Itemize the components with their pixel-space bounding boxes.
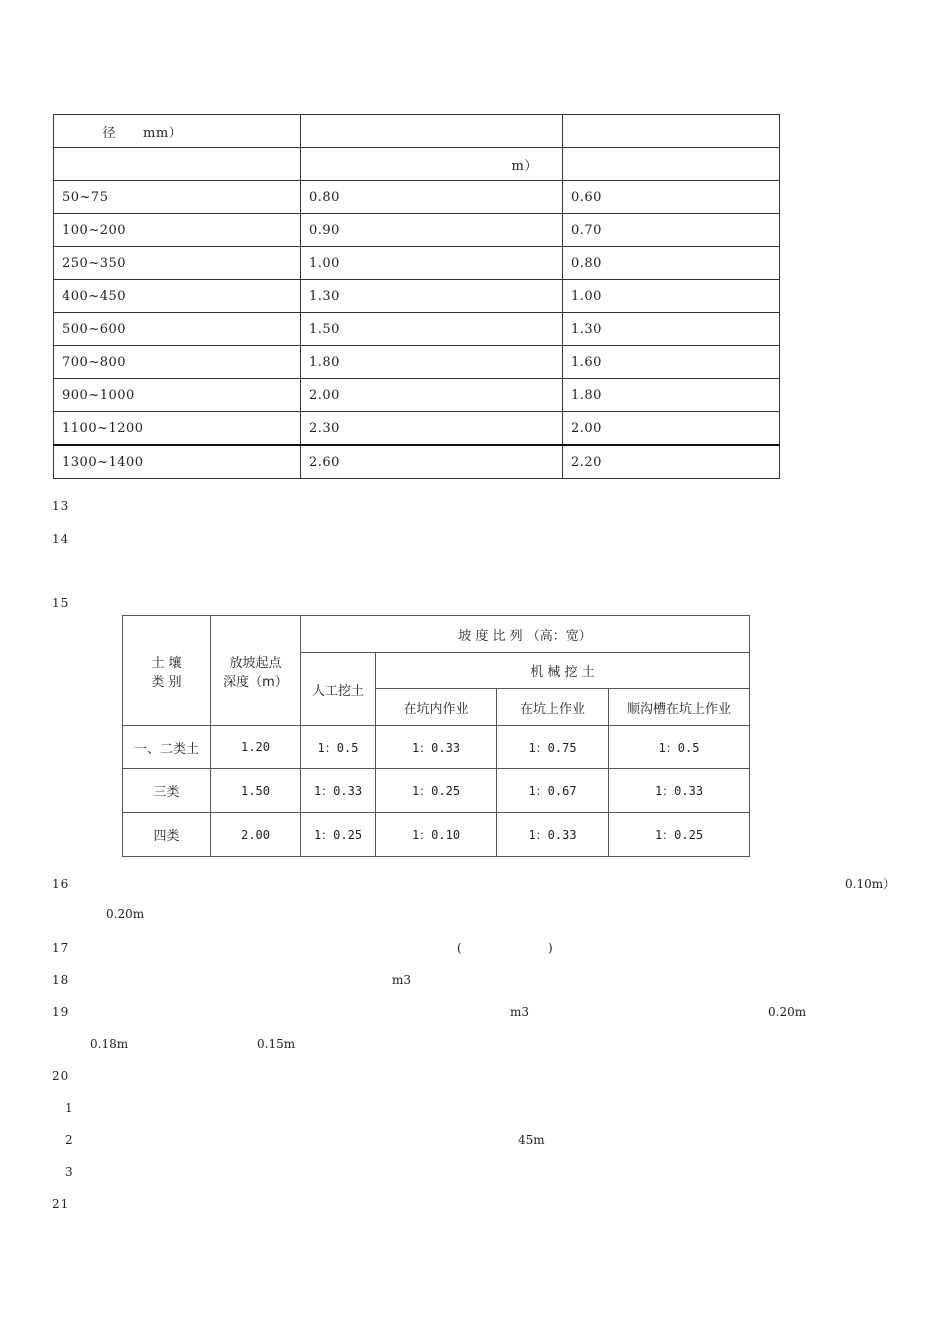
- table-cell: 900~1000: [54, 379, 301, 412]
- table-cell: 1.30: [301, 280, 563, 313]
- table-cell: 1：0.33: [609, 769, 750, 813]
- header-cell: m）: [301, 148, 563, 181]
- item-20-1: 1: [52, 1101, 620, 1115]
- item-19-value: 0.20m: [768, 1005, 867, 1019]
- item-16: 16: [52, 877, 668, 891]
- header-manual: 人工挖土: [301, 653, 376, 726]
- table-cell: 1.00: [301, 247, 563, 280]
- item-20: 20: [52, 1069, 317, 1083]
- table-cell: 2.30: [301, 412, 563, 446]
- table-cell: 三类: [123, 769, 211, 813]
- table-row: [54, 412, 780, 446]
- item-19-value: 0.18m: [90, 1037, 213, 1051]
- table-cell: 1：0.33: [301, 769, 376, 813]
- header-trench: 顺沟槽在坑上作业: [609, 689, 750, 726]
- table-cell: 1.20: [211, 726, 301, 769]
- header-in-pit: 在坑内作业: [376, 689, 497, 726]
- item-14-part: [263, 530, 491, 547]
- table-cell: 50~75: [54, 181, 301, 214]
- item-17: 17: [52, 941, 356, 955]
- table-cell: 1.80: [301, 346, 563, 379]
- table-cell: 1.30: [563, 313, 780, 346]
- table-row: [123, 726, 750, 769]
- item-19: 19: [52, 1005, 395, 1019]
- item-16-cont: [52, 907, 91, 924]
- table-header-row: [54, 148, 780, 181]
- item-21: 21: [52, 1197, 616, 1211]
- slope-ratio-table: [122, 615, 750, 857]
- table-cell: 0.60: [563, 181, 780, 214]
- item-20-3: 3: [52, 1165, 568, 1179]
- table-cell: 1：0.25: [376, 769, 497, 813]
- table-cell: 0.80: [301, 181, 563, 214]
- table-cell: 700~800: [54, 346, 301, 379]
- header-cell: [54, 148, 301, 181]
- table-cell: 400~450: [54, 280, 301, 313]
- header-start-depth: 放坡起点 深度（m）: [211, 616, 301, 726]
- table-cell: 1：0.5: [301, 726, 376, 769]
- table-row: [54, 247, 780, 280]
- table-cell: 2.20: [563, 445, 780, 479]
- header-on-pit: 在坑上作业: [497, 689, 609, 726]
- header-cell: [301, 115, 563, 148]
- table-cell: 500~600: [54, 313, 301, 346]
- table-cell: 1100~1200: [54, 412, 301, 446]
- item-14-part: [562, 530, 850, 547]
- table-row: [123, 813, 750, 857]
- item-18-unit: m3: [392, 973, 448, 987]
- item-19-cont: [52, 1035, 78, 1052]
- table-row: [54, 379, 780, 412]
- item-19-value: 0.15m: [257, 1037, 332, 1051]
- item-19-unit: m3: [510, 1005, 710, 1019]
- header-cell: [563, 115, 780, 148]
- table-cell: 0.70: [563, 214, 780, 247]
- header-soil-class: 土 壤 类 别: [123, 616, 211, 726]
- table-cell: 1.50: [211, 769, 301, 813]
- item-13: 13: [52, 499, 382, 513]
- table-cell: 2.00: [211, 813, 301, 857]
- table-cell: 100~200: [54, 214, 301, 247]
- table-row: [54, 214, 780, 247]
- item-15: 15: [52, 596, 395, 610]
- table-cell: 1：0.25: [609, 813, 750, 857]
- table-row: [54, 280, 780, 313]
- item-20-2: 2: [52, 1133, 412, 1147]
- table-cell: 1：0.67: [497, 769, 609, 813]
- table-cell: 1：0.25: [301, 813, 376, 857]
- table-cell: 2.60: [301, 445, 563, 479]
- item-18: 18: [52, 973, 304, 987]
- table-row: [54, 346, 780, 379]
- table-cell: 1：0.33: [376, 726, 497, 769]
- table-cell: 0.80: [563, 247, 780, 280]
- table-header-row: [54, 115, 780, 148]
- item-16-value: 0.10m）: [845, 877, 896, 891]
- table-cell: 0.90: [301, 214, 563, 247]
- table-cell: 1：0.10: [376, 813, 497, 857]
- table-cell: 1.00: [563, 280, 780, 313]
- table-row: [54, 181, 780, 214]
- pipe-width-table: [53, 114, 780, 479]
- table-cell: 一、二类土: [123, 726, 211, 769]
- table-cell: 1：0.33: [497, 813, 609, 857]
- item-14-part: 14: [52, 532, 218, 546]
- table-cell: 四类: [123, 813, 211, 857]
- table-cell: 250~350: [54, 247, 301, 280]
- table-row: [54, 313, 780, 346]
- table-cell: 1：0.75: [497, 726, 609, 769]
- table-row: [123, 769, 750, 813]
- item-17-part: ): [548, 941, 745, 955]
- table-cell: 2.00: [301, 379, 563, 412]
- header-cell: [563, 148, 780, 181]
- table-cell: 2.00: [563, 412, 780, 446]
- table-cell: 1：0.5: [609, 726, 750, 769]
- header-machine: 机 械 挖 土: [376, 653, 750, 689]
- table-row: [54, 445, 780, 479]
- header-slope-ratio: 坡 度 比 列 （高：宽）: [301, 616, 750, 653]
- table-cell: 1.50: [301, 313, 563, 346]
- table-cell: 1300~1400: [54, 445, 301, 479]
- header-cell: 径 mm）: [54, 115, 301, 148]
- item-17-part: (: [457, 941, 522, 955]
- table-cell: 1.60: [563, 346, 780, 379]
- item-16-cont: [150, 907, 426, 924]
- item-14-cont: [52, 562, 728, 579]
- item-20-2-value: 45m: [518, 1133, 581, 1147]
- item-16-value: 0.20m: [106, 907, 145, 921]
- table-cell: 1.80: [563, 379, 780, 412]
